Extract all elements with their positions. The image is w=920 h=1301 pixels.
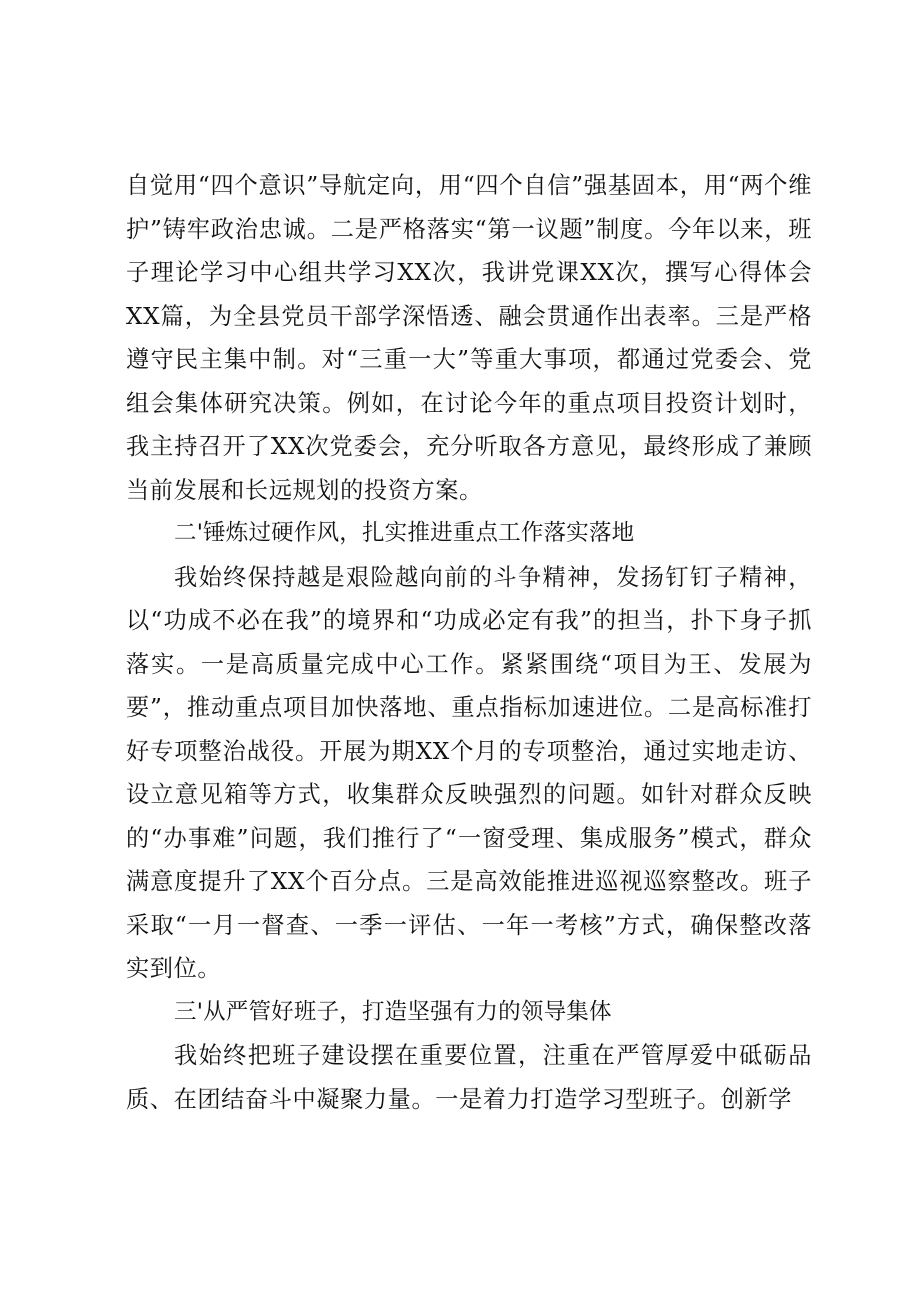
section-heading-2: 二'锤炼过硬作风，扎实推进重点工作落实落地 — [174, 520, 635, 546]
document-body — [126, 164, 812, 1121]
section-heading-3: 三'从严管好班子，打造坚强有力的领导集体 — [174, 998, 612, 1025]
paragraph-continued: 自觉用“四个意识”导航定向，用“四个自信”强基固本，用“两个维护”铸牢政治忠诚。二是严格落实“第一议题”制度。今年以来，班子理论学习中心组共学习XX次，我讲党课XX次，撰写心得体会XX篇，为全县党员干部学深悟透、融会贯通作出表率。三是严格遵守民主集中制。对“三重一大”等重大事项，都通过党委会、党组会集体研究决策。例如，在讨论今年的重点项目投资计划时，我主持召开了XX次党委会，充分听取各方意见，最终形成了兼顾当前发展和长远规划的投资方案。 — [126, 172, 812, 504]
paragraph-section-3: 我始终把班子建设摆在重要位置，注重在严管厚爱中砥砺品质、在团结奋斗中凝聚力量。一是着力打造学习型班子。创新学 — [126, 1042, 812, 1113]
paragraph-section-2: 我始终保持越是艰险越向前的斗争精神，发扬钉钉子精神，以“功成不必在我”的境界和“功成必定有我”的担当，扑下身子抓落实。一是高质量完成中心工作。紧紧围绕“项目为王、发展为要”，推动重点项目加快落地、重点指标加速进位。二是高标准打好专项整治战役。开展为期XX个月的专项整治，通过实地走访、设立意见箱等方式，收集群众反映强烈的问题。如针对群众反映的“办事难”问题，我们推行了“一窗受理、集成服务”模式，群众满意度提升了XX个百分点。三是高效能推进巡视巡察整改。班子采取“一月一督查、一季一评估、一年一考核”方式，确保整改落实到位。 — [126, 563, 812, 982]
